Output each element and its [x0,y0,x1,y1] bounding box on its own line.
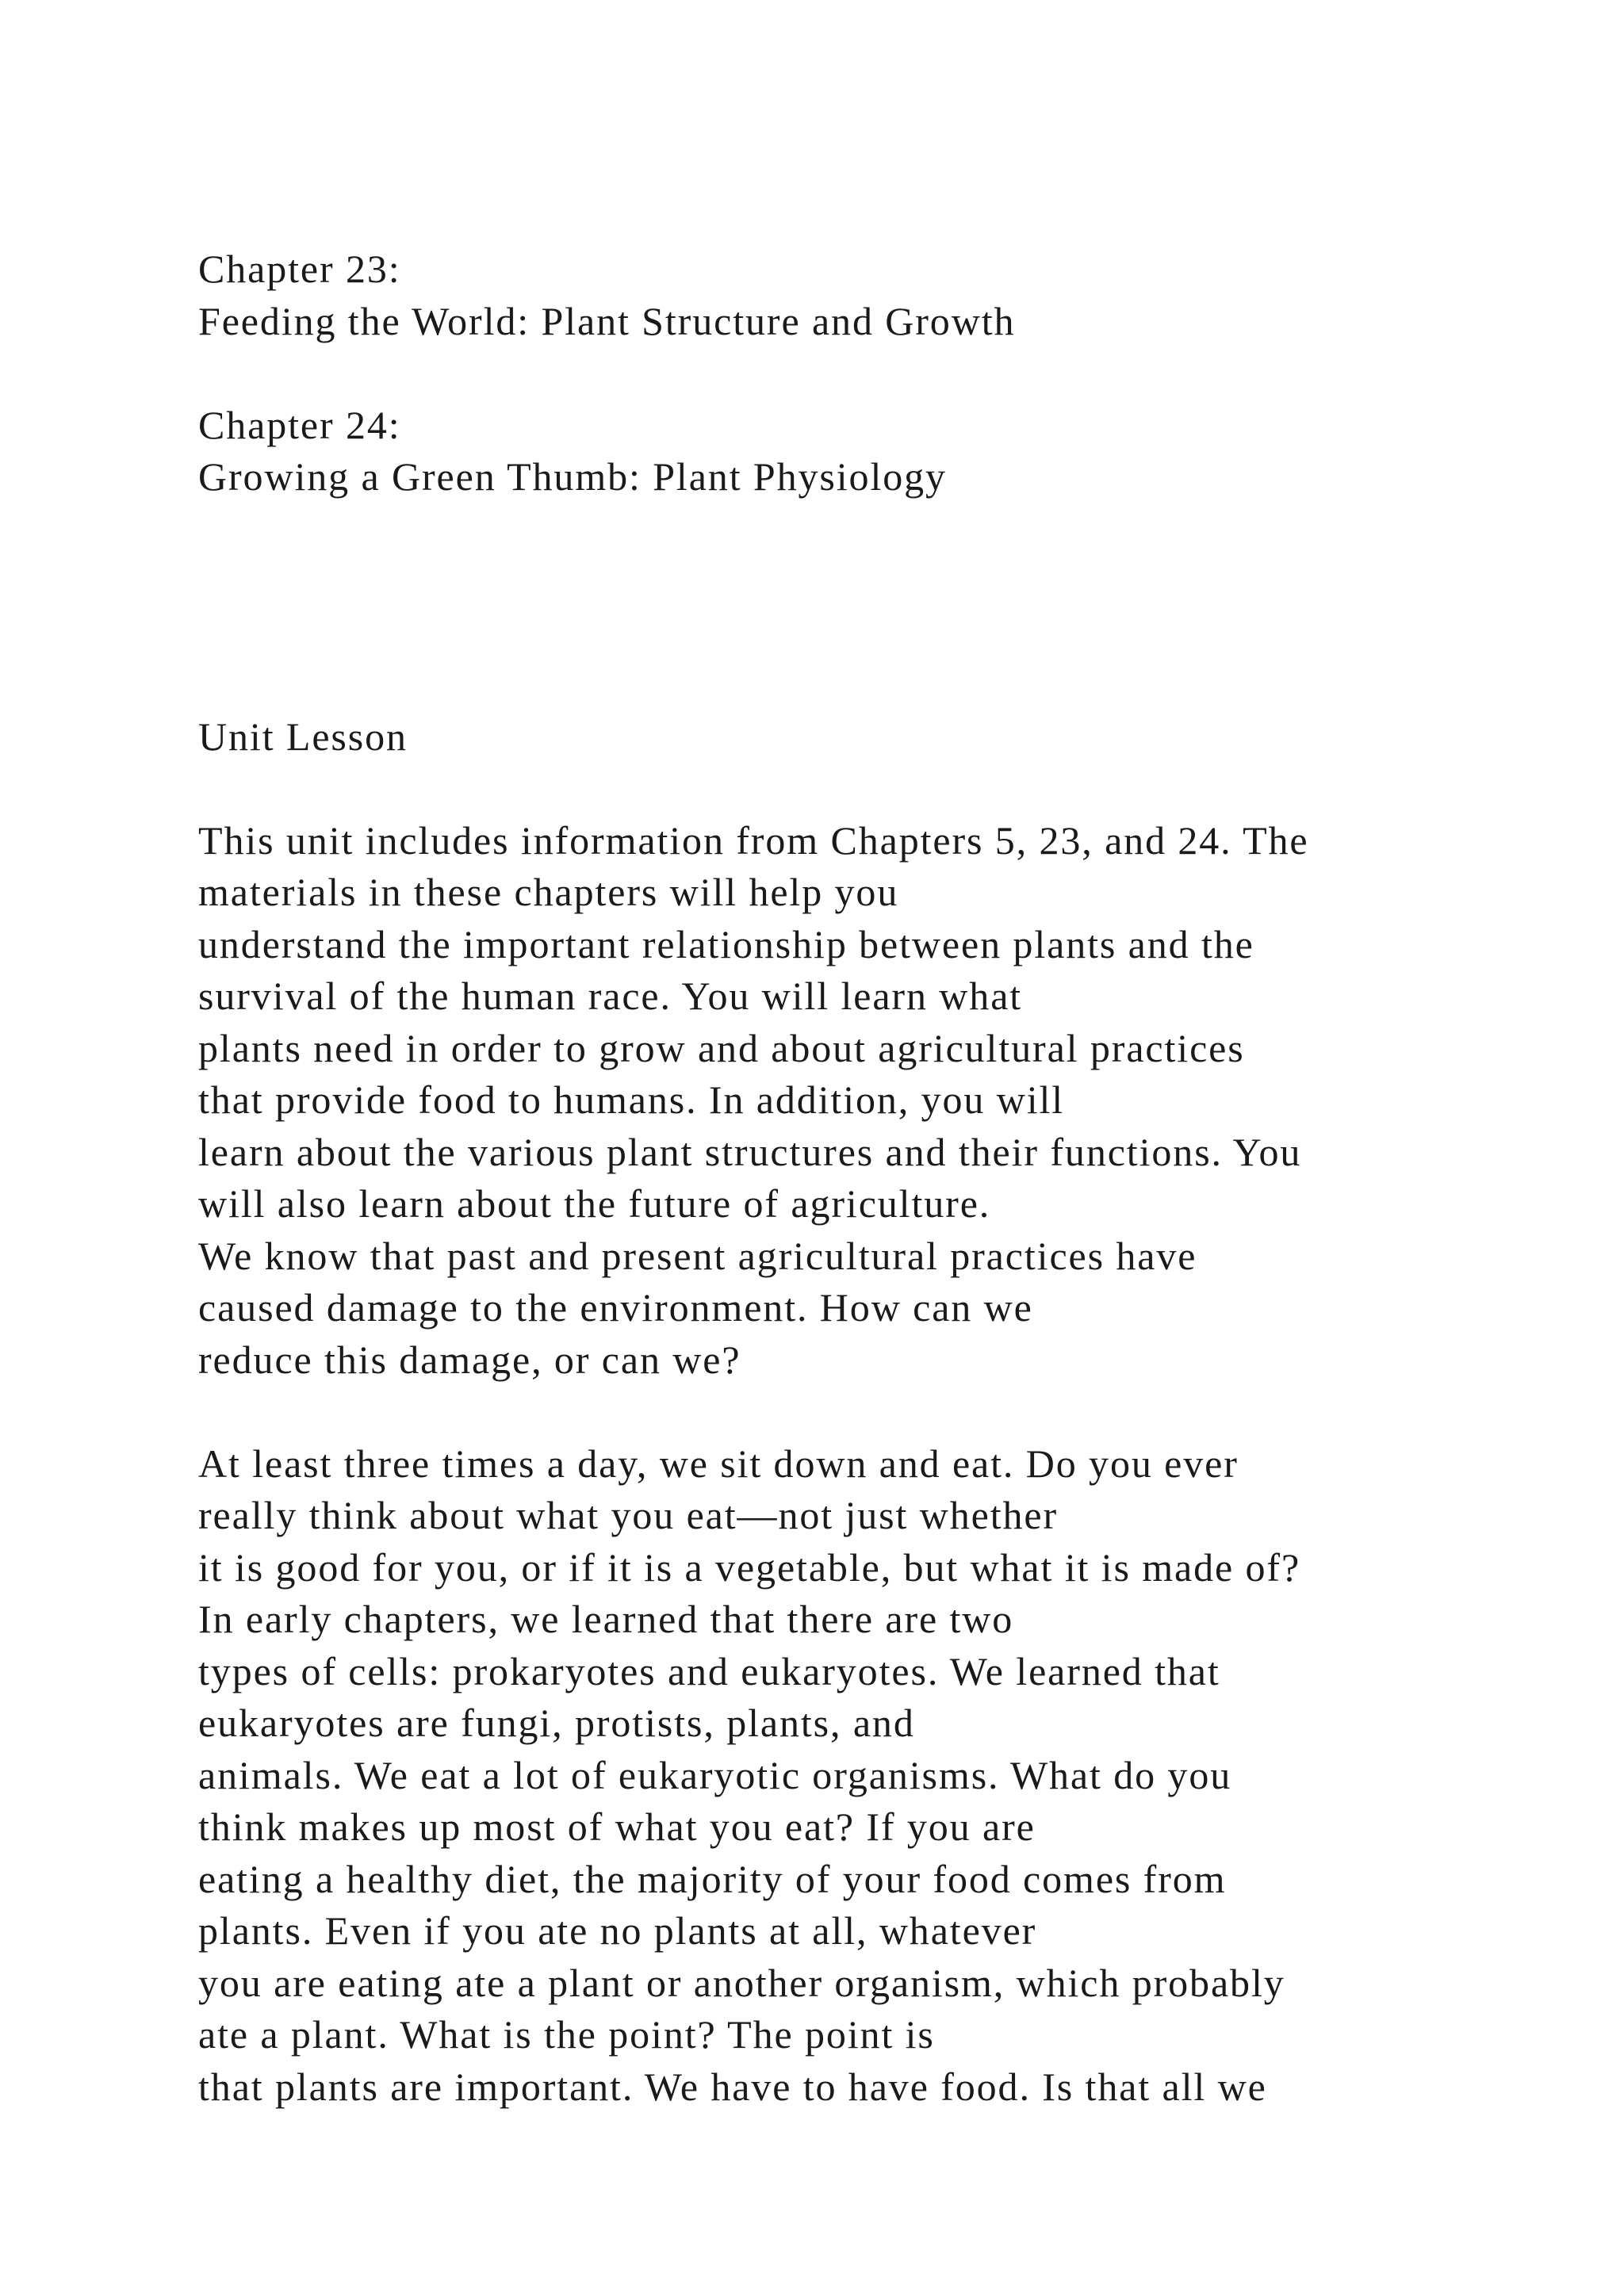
paragraph-line: think makes up most of what you eat? If you are [198,1804,1036,1849]
paragraph-line: understand the important relationship between plants and the [198,921,1254,966]
chapter-24-label: Chapter 24: [198,402,401,447]
paragraph-line: ate a plant. What is the point? The point is [198,2012,935,2057]
paragraph-line: In early chapters, we learned that there are two [198,1597,1014,1641]
section-heading: Unit Lesson [198,714,408,759]
paragraph-line: it is good for you, or if it is a vegetable, but what it is made of? [198,1544,1301,1590]
paragraph-line: plants. Even if you ate no plants at all, whatever [198,1908,1037,1953]
paragraph-line: really think about what you eat—not just whether [198,1493,1059,1537]
chapter-23-title: Feeding the World: Plant Structure and Growth [198,298,1016,343]
paragraph-line: reduce this damage, or can we? [198,1337,741,1382]
paragraph-line: learn about the various plant structures and their functions. You [198,1129,1302,1174]
paragraph-line: you are eating ate a plant or another organism, which probably [198,1960,1285,2005]
spacer [198,763,1546,815]
paragraph-line: caused damage to the environment. How can we [198,1285,1033,1330]
spacer [198,555,1546,607]
spacer [198,347,1546,400]
paragraph-line: that plants are important. We have to have food. Is that all we [198,2064,1267,2109]
chapter-23-label: Chapter 23: [198,247,401,291]
paragraph-line: plants need in order to grow and about agricultural practices [198,1025,1245,1070]
chapter-24-title: Growing a Green Thumb: Plant Physiology [198,454,947,499]
document-text [198,243,1546,2113]
paragraph-line: survival of the human race. You will learn what [198,974,1023,1018]
paragraph-2 [198,1438,1546,2114]
spacer [198,1386,1546,1438]
paragraph-line: At least three times a day, we sit down and eat. Do you ever [198,1441,1239,1486]
paragraph-line: This unit includes information from Chapters 5, 23, and 24. The [198,817,1309,863]
paragraph-line: animals. We eat a lot of eukaryotic organisms. What do you [198,1752,1232,1797]
spacer [198,659,1546,711]
paragraph-line: will also learn about the future of agriculture. [198,1181,991,1226]
spacer [198,503,1546,556]
paragraph-line: We know that past and present agricultural practices have [198,1233,1197,1278]
paragraph-line: eukaryotes are fungi, protists, plants, and [198,1701,915,1745]
paragraph-line: materials in these chapters will help you [198,870,899,914]
paragraph-line: that provide food to humans. In addition, you will [198,1077,1065,1122]
paragraph-1 [198,815,1546,1387]
paragraph-line: types of cells: prokaryotes and eukaryotes. We learned that [198,1648,1220,1693]
spacer [198,607,1546,660]
paragraph-line: eating a healthy diet, the majority of your food comes from [198,1856,1227,1901]
